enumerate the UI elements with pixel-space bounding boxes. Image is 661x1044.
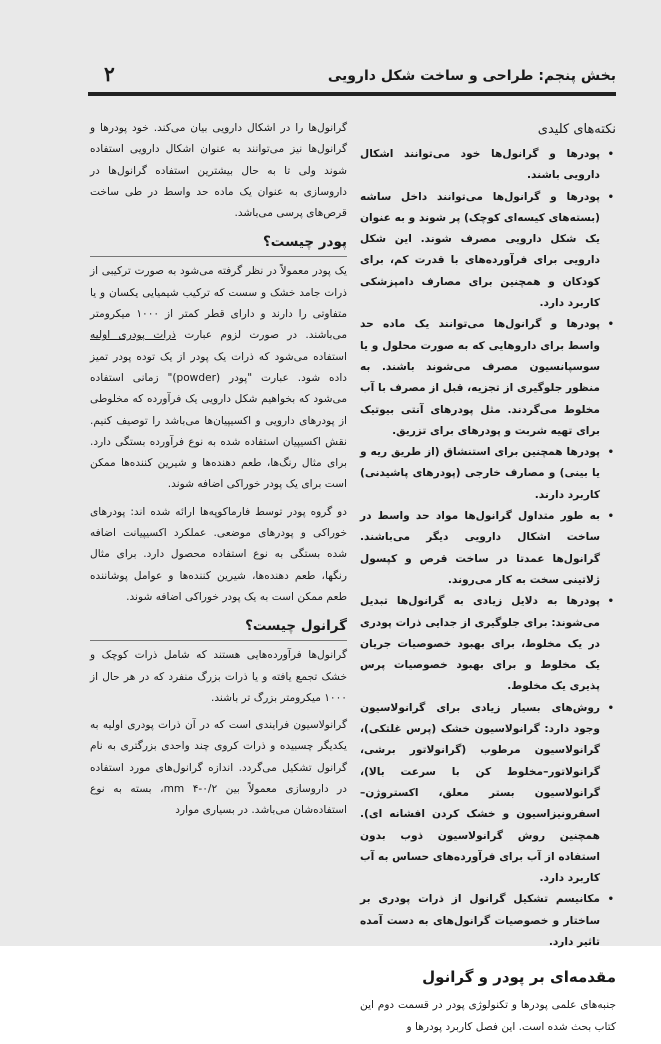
granule-paragraph-2: گرانولاسیون فرایندی است که در آن ذرات پودری اولیه به یکدیگر چسبیده و ذرات کروی چند واحدی بزرگتری به نام گرانول تشکیل می‌گردد. اندازه گرانول‌های مورد استفاده در داروسازی معمولاً بین mm ۴-۰/۲، بسته به نوع استفاده‌شان می‌باشد. در بسیاری موارد bbox=[90, 719, 348, 817]
list-item: • مکانیسم تشکیل گرانول از ذرات پودری بر ساختار و خصوصیات گرانول‌های به دست آمده تاثیر دارد. bbox=[360, 889, 600, 953]
list-item: • پودرها به دلایل زیادی به گرانول‌ها تبدیل می‌شوند: برای جلوگیری از جدایی ذرات پودری در یک مخلوط، برای بهبود خصوصیات جریان یک مخلوط و برای بهبود خصوصیات پرس پذیری یک مخلوط. bbox=[360, 591, 600, 697]
powder-paragraph-2: دو گروه پودر توسط فارماکوپه‌ها ارائه شده اند: پودرهای خوراکی و پودرهای موضعی. عملکرد اکسیپیانت اضافه شده بستگی به نوع استفاده محصول دارد. برای مثال رنگها، طعم دهنده‌ها، شیرین کننده‌ها و عوامل پوشاننده طعم ممکن است به یک پودر خوراکی اضافه شوند. bbox=[90, 505, 347, 603]
key-points-list bbox=[360, 144, 616, 953]
chapter-title: بخش پنجم: طراحی و ساخت شکل دارویی bbox=[327, 68, 616, 84]
bullet-icon: • bbox=[607, 511, 614, 523]
bullet-icon: • bbox=[607, 191, 614, 203]
key-points-title: نکته‌های کلیدی bbox=[537, 122, 616, 137]
list-item: • روش‌های بسیار زیادی برای گرانولاسیون وجود دارد: گرانولاسیون خشک (پرس غلتکی)، گرانولاسیون مرطوب (گرانولاتور برشی، گرانولاتور–مخلوط کن با سرعت بالا)، گرانولاسیون بستر معلق، اکستروژن–اسفرونیزاسیون و خشک کردن افشانه ای). همچنین روش گرانولاسیون ذوب بدون استفاده از آب برای فرآورده‌های حساس به آب کاربرد دارد. bbox=[360, 698, 600, 890]
intro-title: مقدمه‌ای بر پودر و گرانول bbox=[422, 968, 616, 987]
right-column bbox=[360, 120, 616, 1044]
bullet-icon: • bbox=[607, 149, 614, 160]
underlined-term: ذرات پودری اولیه bbox=[90, 329, 176, 342]
continuation-paragraph: گرانول‌ها را در اشکال دارویی بیان می‌کند. خود پودرها و گرانول‌ها نیز می‌توانند به عنوان اشکال دارویی استفاده شوند ولی تا به حال بیشترین استفاده گرانول‌ها در داروسازی به عنوان یک ماده حد واسط در طی ساخت قرص‌های پرسی می‌باشد. bbox=[90, 122, 347, 220]
bullet-icon: • bbox=[607, 702, 614, 714]
intro-paragraph: جنبه‌های علمی پودرها و تکنولوژی پودر در قسمت دوم این کتاب بحث شده است. این فصل کاربرد پودرها و bbox=[360, 999, 616, 1033]
powder-heading: پودر چیست؟ bbox=[90, 230, 347, 257]
page-number: ۲ bbox=[104, 62, 115, 86]
powder-paragraph-1: یک پودر معمولاً در نظر گرفته می‌شود به صورت ترکیبی از ذرات جامد خشک و سست که ترکیب شیمیایی یکسان و یا متفاوتی را دارند و دارای قطر کمتر از ۱۰۰۰ میکرومتر می‌باشند. در صورت لزوم عبارت ذرات پودری اولیه استفاده می‌شود که ذرات یک پودر از یک توده پودر تمیز داده شود. عبارت "پودر (powder)" زمانی استفاده می‌شود که بخواهیم شکل دارویی یک فرآورده که مخلوطی از پودرهای دارویی و اکسیپیان‌ها می‌باشد را توصیف کنیم. نقش اکسیپیان استفاده شده به نوع فرآورده بستگی دارد. برای مثال رنگ‌ها، طعم دهنده‌ها و شیرین کننده‌ها ممکن است برای یک پودر خوراکی اضافه شوند. bbox=[90, 265, 348, 491]
bullet-icon: • bbox=[607, 596, 614, 608]
list-item: • پودرها و گرانول‌ها می‌توانند داخل ساشه (بسته‌های کیسه‌ای کوچک) پر شوند و به عنوان یک شکل دارویی مصرف شوند. این شکل دارویی برای فرآورده‌های با قدرت کم، برای کودکان و همچنین برای مصارف دامپزشکی کاربرد دارد. bbox=[360, 187, 600, 315]
list-item: • پودرها و گرانول‌ها می‌توانند یک ماده حد واسط برای داروهایی که به صورت محلول و یا سوسپانسیون مصرف می‌شوند باشند. به منظور جلوگیری از تجزیه، قبل از مصرف با آب مخلوط می‌گردند. مثل پودرهای آنتی بیوتیک برای تهیه شربت و پودرهای برای تزریق. bbox=[360, 314, 600, 442]
header-rule bbox=[88, 92, 616, 96]
granule-paragraph-1: گرانول‌ها فرآورده‌هایی هستند که شامل ذرات کوچک و خشک تجمع یافته و یا ذرات بزرگ منفرد که در هر حال از ۱۰۰۰ میکرومتر بزرگ تر باشند. bbox=[90, 649, 347, 704]
left-column bbox=[90, 118, 347, 828]
list-item: • پودرها همچنین برای استنشاق (از طریق ریه و یا بینی) و مصارف خارجی (پودرهای پاشیدنی) کاربرد دارند. bbox=[360, 442, 600, 506]
bullet-icon: • bbox=[607, 894, 614, 906]
page-header bbox=[88, 62, 616, 92]
list-item: • به طور متداول گرانول‌ها مواد حد واسط در ساخت اشکال دارویی دیگر می‌باشند. گرانول‌ها عمدتا در ساخت قرص و کپسول ژلاتینی سخت به کار می‌روند. bbox=[360, 506, 600, 591]
bullet-icon: • bbox=[607, 319, 614, 331]
list-item: • پودرها و گرانول‌ها خود می‌توانند اشکال دارویی باشند. bbox=[360, 144, 600, 187]
granule-heading: گرانول چیست؟ bbox=[90, 614, 347, 641]
bullet-icon: • bbox=[607, 447, 614, 459]
